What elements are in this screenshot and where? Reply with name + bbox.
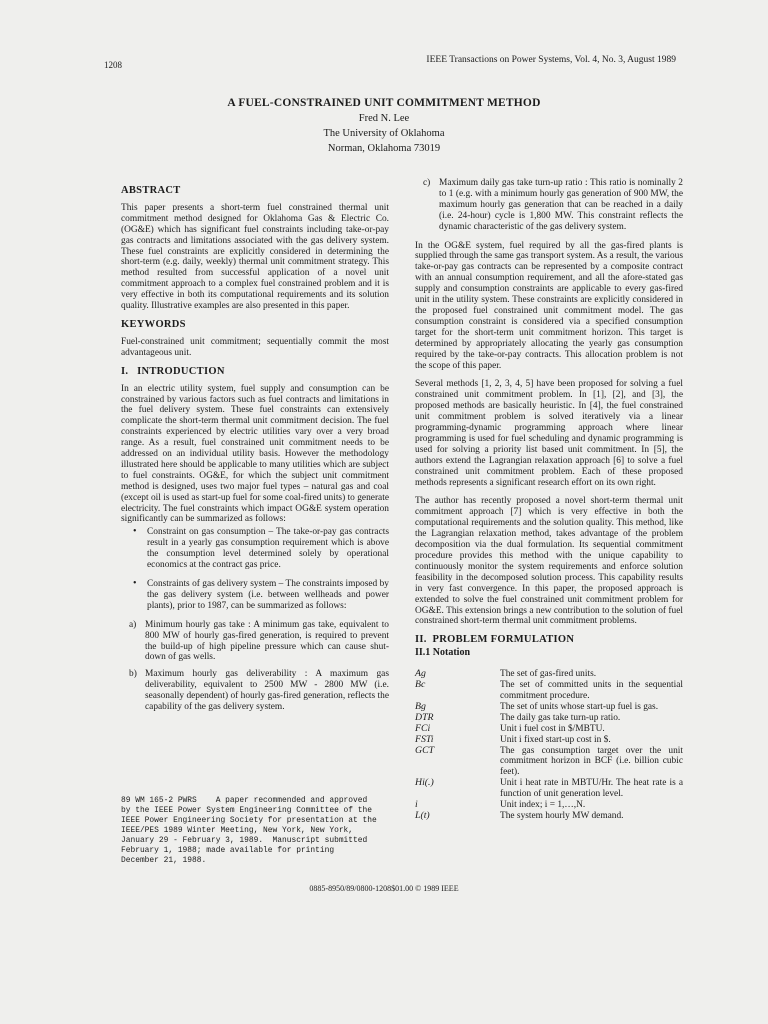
notation-symbol: L(t) xyxy=(415,809,430,821)
notation-definition: The set of committed units in the sequential commitment procedure. xyxy=(500,680,683,701)
item-text: Maximum hourly gas deliverability : A maximum gas deliverability, equivalent to 2500 MW - 2800 MW (i.e. seasonally dependent) of hourly gas-fired generation, reflects the capability of the gas delivery system. xyxy=(145,669,389,713)
notation-row xyxy=(415,713,683,724)
item-text: Minimum hourly gas take : A minimum gas take, equivalent to 800 MW of hourly gas-fired generation, is required to prevent the build-up of high pipeline pressure which can cause shut-down of gas wells. xyxy=(145,619,389,663)
paper-title: A FUEL-CONSTRAINED UNIT COMMITMENT METHOD xyxy=(227,97,541,109)
notation-row xyxy=(415,735,683,746)
list-item-c xyxy=(415,178,683,233)
author-affiliation: The University of Oklahoma xyxy=(323,128,445,139)
notation-symbol: Bg xyxy=(415,700,426,712)
list-item-b xyxy=(121,669,389,713)
notation-definition: Unit i fuel cost in $/MBTU. xyxy=(500,723,605,734)
notation-definition: Unit index; i = 1,…,N. xyxy=(500,800,586,811)
notation-definition: The set of units whose start-up fuel is gas. xyxy=(500,701,659,712)
notation-row xyxy=(415,811,683,822)
notation-definition: Unit i fixed start-up cost in $. xyxy=(500,734,611,745)
notation-symbol: FCi xyxy=(415,722,431,734)
notation-symbol: Bc xyxy=(415,679,426,691)
item-marker: a) xyxy=(129,619,137,630)
bullet-mark: • xyxy=(133,526,137,538)
subsection-heading: II.1 Notation xyxy=(415,647,471,659)
journal-header: IEEE Transactions on Power Systems, Vol. 4, No. 3, August 1989 xyxy=(426,55,676,65)
introduction-paragraph: In an electric utility system, fuel supply and consumption can be constrained by various factors such as fuel contracts and limitations in the fuel delivery system. These fuel constraints can extensively complicate the short-term thermal unit commitment decision. The fuel constraints experienced by electric utilities vary over a very broad range. As a result, fuel constrained unit commitment needs to be addressed on an individual utility basis. However the methodology illustrated here should be applicable to many utilities which are subject to fuel constraints. OG&E, for which the subject unit commitment method is designed, uses two major fuel types – natural gas and coal (except oil is used as start-up fuel for some coal-fired units) to generate electricity. The fuel constraints which impact OG&E system operation significantly can be summarized as follows: xyxy=(121,383,389,525)
copyright-line: 0885-8950/89/0800-1208$01.00 © 1989 IEEE xyxy=(309,884,459,893)
notation-symbol: Ag xyxy=(415,668,426,680)
bullet-text: Constraints of gas delivery system – The constraints imposed by the gas delivery system (i.e. between wellheads and power plants), prior to 1987, can be summarized as follows: xyxy=(147,579,389,611)
notation-row xyxy=(415,800,683,811)
page-number: 1208 xyxy=(104,60,122,70)
list-item-a xyxy=(121,620,389,664)
notation-definition: Unit i heat rate in MBTU/Hr. The heat rate is a function of unit generation level. xyxy=(500,778,683,800)
bullet-gas-consumption xyxy=(121,527,389,571)
footnote: 89 WM 165-2 PWRS A paper recommended and approved by the IEEE Power System Engineering Committee of the IEEE Power Engineering Society for presentation at the IEEE/PES 1989 Winter Meeting, New York, New York, January 29 - February 3, 1989. Manuscript submitted February 1, 1988; made available for printing December 21, 1988. xyxy=(121,796,377,865)
bullet-text: Constraint on gas consumption – The take-or-pay gas contracts result in a yearly gas consumption requirement which is above the consumption level determined solely by operational economics at the contract gas price. xyxy=(147,527,389,571)
notation-row xyxy=(415,724,683,735)
notation-list xyxy=(415,669,683,822)
notation-definition: The set of gas-fired units. xyxy=(500,669,597,680)
bullet-gas-delivery xyxy=(121,579,389,612)
notation-definition: The gas consumption target over the unit commitment horizon in BCF (i.e. billion cubic feet). xyxy=(500,745,683,778)
keywords-heading: KEYWORDS xyxy=(121,318,186,330)
left-column xyxy=(121,186,389,719)
title-block xyxy=(0,97,768,156)
notation-row xyxy=(415,680,683,702)
notation-symbol: DTR xyxy=(415,711,434,723)
keywords-text: Fuel-constrained unit commitment; sequentially commit the most advantageous unit. xyxy=(121,336,389,358)
introduction-heading: I. INTRODUCTION xyxy=(121,365,225,377)
notation-row xyxy=(415,669,683,680)
notation-row xyxy=(415,778,683,800)
author-name: Fred N. Lee xyxy=(358,113,410,124)
paragraph-methods: Several methods [1, 2, 3, 4, 5] have been proposed for solving a fuel constrained unit commitment problem. In [1], [2], and [3], the proposed methods are basically heuristic. In [4], the fuel constrained unit commitment problem is solved iteratively via a linear programming-dynamic programming approach where linear programming is used for fuel scheduling and dynamic programming is used for solving a priority list based unit commitment. In [5], the authors extend the Lagrangian relaxation approach [6] to solve a fuel constrained unit commitment problem. Each of these proposed methods represents a significant research effort on its own right. xyxy=(415,379,683,488)
abstract-heading: ABSTRACT xyxy=(121,185,181,196)
item-marker: b) xyxy=(129,669,137,680)
paragraph-author-approach: The author has recently proposed a novel short-term thermal unit commitment approach [7] which is very effective in both the computational requirements and the solution quality. This method, like the Lagrangian relaxation method, takes advantage of the problem decomposition via the dual formulation. Its sequential commitment procedure provides this method with the unique capability to continuously monitor the system requirements and enforce solution feasibility in the decomposed solution process. This capability results in very fast convergence. In this paper, the proposed approach is extended to solve the fuel constrained unit commitment problem for OG&E. This extension brings a new contribution to the solution of fuel constrained short-term thermal unit commitment problems. xyxy=(415,496,683,627)
abstract-text: This paper presents a short-term fuel constrained thermal unit commitment method designed for Oklahoma Gas & Electric Co. (OG&E) which has significant fuel constraints including take-or-pay gas contracts and limitations associated with the gas delivery system. These fuel constraints are explicitly considered in determining the short-term (e.g. daily, weekly) thermal unit commitment strategy. This method resulted from successful application of a novel unit commitment approach to a complex fuel constrained problem and it is very effective in both its computational requirements and its solution quality. Illustrative examples are also presented in this paper. xyxy=(121,202,389,312)
notation-symbol: FSTi xyxy=(415,733,434,745)
section-heading: II. PROBLEM FORMULATION xyxy=(415,634,575,646)
author-address: Norman, Oklahoma 73019 xyxy=(327,143,441,154)
notation-symbol: GCT xyxy=(415,744,435,756)
notation-definition: The system hourly MW demand. xyxy=(500,810,624,821)
notation-symbol: i xyxy=(415,799,418,811)
notation-symbol: Hi(.) xyxy=(415,777,434,789)
notation-definition: The daily gas take turn-up ratio. xyxy=(500,712,621,723)
bullet-mark: • xyxy=(133,578,137,589)
right-column xyxy=(415,178,683,822)
item-text: Maximum daily gas take turn-up ratio : This ratio is nominally 2 to 1 (e.g. with a minimum hourly gas generation of 900 MW, the maximum hourly gas generation that can be reached in a daily (i.e. 24-hour) cycle is 1,800 MW. This constraint reflects the dynamic characteristic of the gas delivery system. xyxy=(439,178,683,232)
item-marker: c) xyxy=(423,178,431,188)
notation-row xyxy=(415,702,683,713)
paragraph-ogne-system: In the OG&E system, fuel required by all the gas-fired plants is supplied through the same gas transport system. As a result, the various take-or-pay gas contracts can be represented by a composite contract with an annual consumption requirement, and all the afore-stated gas supply and consumption constraints are applicable to every gas-fired unit in the utility system. These constraints are explicitly considered in the proposed fuel constrained unit commitment model. The gas consumption constraint is considered via a specified consumption target for the short-term unit commitment horizon. This target is determined by appropriately allocating the yearly gas consumption required by the take-or-pay contracts. This allocation problem is not the scope of this paper. xyxy=(415,240,683,371)
notation-row xyxy=(415,746,683,779)
